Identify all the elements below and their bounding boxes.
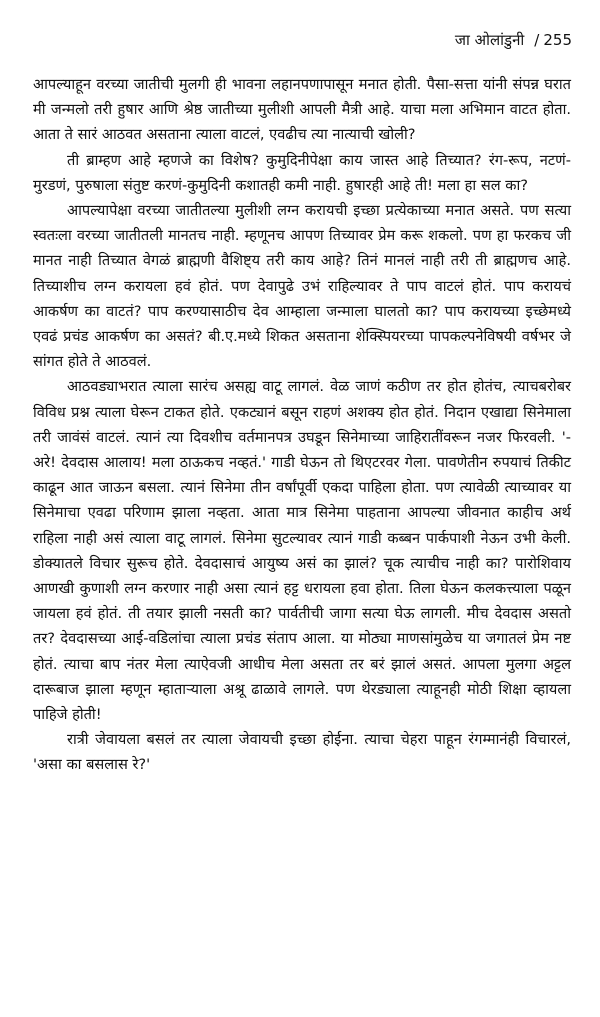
running-header [455, 30, 572, 50]
page-number: 255 [543, 31, 572, 49]
paragraph: ती ब्राम्हण आहे म्हणजे का विशेष? कुमुदिनीपेक्षा काय जास्त आहे तिच्यात? रंग-रूप, नटणं-मुरडणं, पुरुषाला संतुष्ट करणं-कुमुदिनी कशातही कमी नाही. हुषारही आहे ती! मला हा सल का? [33, 151, 571, 194]
chapter-title: जा ओलांडुनी [454, 31, 525, 49]
header-separator: / [534, 31, 540, 49]
paragraph: रात्री जेवायला बसलं तर त्याला जेवायची इच्छा होईना. त्याचा चेहरा पाहून रंगम्मानंही विचारलं, 'असा का बसलास रे?' [33, 731, 571, 774]
paragraph: आठवड्याभरात त्याला सारंच असह्य वाटू लागलं. वेळ जाणं कठीण तर होत होतंच, त्याचबरोबर विविध प्रश्न त्याला घेरून टाकत होते. एकट्यानं बसून राहणं अशक्य होत होतं. निदान एखाद्या सिनेमाला तरी जावंसं वाटलं. त्यानं त्या दिवशीच वर्तमानपत्र उघडून सिनेमाच्या जाहिरातींवरून नजर फिरवली. '-अरे! देवदास आलाय! मला ठाऊकच नव्हतं.' गाडी घेऊन तो थिएटरवर गेला. पावणेतीन रुपयाचं तिकीट काढून आत जाऊन बसला. त्यानं सिनेमा तीन वर्षांपूर्वी एकदा पाहिला होता. पण त्यावेळी त्याच्यावर या सिनेमाचा एवढा परिणाम झाला नव्हता. आता मात्र सिनेमा पाहताना आपल्या जीवनात काहीच अर्थ राहिला नाही असं त्याला वाटू लागलं. सिनेमा सुटल्यावर त्यानं गाडी कब्बन पार्कपाशी नेऊन उभी केली. डोक्यातले विचार सुरूच होते. देवदासाचं आयुष्य असं का झालं? चूक त्याचीच नाही का? पारोशिवाय आणखी कुणाशी लग्न करणार नाही असा त्यानं हट्ट धरायला हवा होता. तिला घेऊन कलकत्त्याला पळून जायला हवं होतं. ती तयार झाली नसती का? पार्वतीची जागा सत्या घेऊ लागली. मीच देवदास असतो तर? देवदासच्या आई-वडिलांचा त्याला प्रचंड संताप आला. या मोठ्या माणसांमुळेच या जगातलं प्रेम नष्ट होतं. त्याचा बाप नंतर मेला त्याऐवजी आधीच मेला असता तर बरं झालं असतं. आपला मुलगा अट्टल दारूबाज झाला म्हणून म्हाताऱ्याला अश्रू ढाळावे लागले. पण थेरड्याला त्याहूनही मोठी शिक्षा व्हायला पाहिजे होती! [33, 378, 571, 724]
paragraph: आपल्याहून वरच्या जातीची मुलगी ही भावना लहानपणापासून मनात होती. पैसा-सत्ता यांनी संपन्न घरात मी जन्मलो तरी हुषार आणि श्रेष्ठ जातीच्या मुलीशी आपली मैत्री आहे. याचा मला अभिमान वाटत होता. आता ते सारं आठवत असताना त्याला वाटलं, एवढीच त्या नात्याची खोली? [33, 76, 571, 144]
body-text [33, 72, 571, 778]
paragraph: आपल्यापेक्षा वरच्या जातीतल्या मुलीशी लग्न करायची इच्छा प्रत्येकाच्या मनात असते. पण सत्या स्वतःला वरच्या जातीतली मानतच नाही. म्हणूनच आपण तिच्यावर प्रेम करू शकलो. पण हा फरकच जी मानत नाही तिच्यात वेगळं ब्राह्मणी वैशिष्ट्य तरी काय आहे? तिनं मानलं नाही तरी ती ब्राह्मणच आहे. तिच्याशीच लग्न करायला हवं होतं. पण देवापुढे उभं राहिल्यावर ते पाप वाटलं होतं. पाप करायचं आकर्षण का वाटतं? पाप करण्यासाठीच देव आम्हाला जन्माला घालतो का? पाप करायच्या इच्छेमध्ये एवढं प्रचंड आकर्षण का असतं? बी.ए.मध्ये शिकत असताना शेक्स्पियरच्या पापकल्पनेविषयी वर्षभर जे सांगत होते ते आठवलं. [33, 202, 571, 371]
